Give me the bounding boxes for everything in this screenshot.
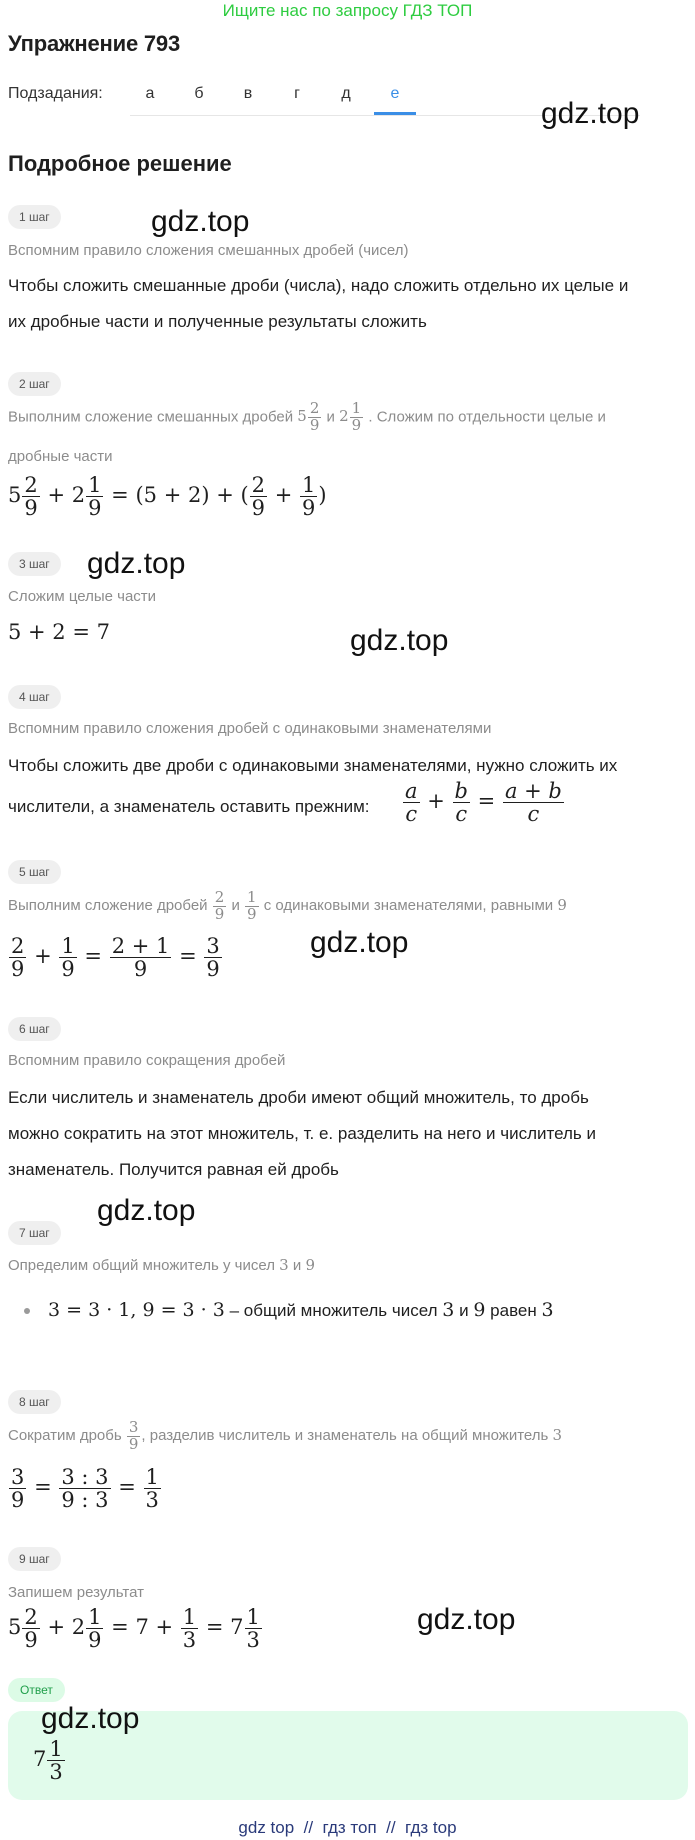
denominator: 9: [88, 496, 102, 521]
step-7-bullet: [48, 1299, 554, 1322]
fraction: [250, 474, 267, 519]
fraction: [403, 780, 420, 825]
separator: //: [386, 1818, 396, 1837]
bullet-text: равен: [490, 1301, 537, 1320]
fraction: [9, 1466, 26, 1511]
step-6-hint: Вспомним правило сокращения дробей: [8, 1052, 286, 1069]
whole: 7: [230, 1615, 244, 1640]
step-9-formula: [8, 1606, 263, 1651]
denominator: 3: [246, 1628, 260, 1653]
fraction: [245, 1606, 262, 1651]
fraction: [181, 1606, 198, 1651]
denominator: 9 : 3: [61, 1488, 109, 1513]
numerator: 2: [214, 888, 225, 906]
conjunction: и: [326, 408, 335, 426]
fraction: [86, 474, 103, 519]
watermark: gdz.top: [541, 97, 640, 130]
fraction: [86, 1606, 103, 1651]
plus: +: [274, 483, 293, 508]
step-7-hint-text: Определим общий множитель у чисел: [8, 1257, 275, 1274]
footer-link[interactable]: гдз топ: [322, 1818, 377, 1837]
step-1-text-line1: Чтобы сложить смешанные дроби (числа), надо сложить отдельно их целые и: [8, 276, 629, 295]
plus: +: [47, 483, 66, 508]
numerator: 3 : 3: [61, 1465, 109, 1489]
step-8-hint-text: , разделив числитель и знаменатель на общий множитель: [141, 1427, 549, 1445]
step-9-hint: Запишем результат: [8, 1584, 144, 1601]
tab-e[interactable]: е: [375, 85, 415, 103]
numerator: 1: [302, 473, 316, 497]
footer-link[interactable]: gdz top: [238, 1818, 295, 1837]
equals: =: [179, 944, 197, 969]
mixed-fraction: [297, 399, 322, 434]
fraction: [503, 780, 564, 825]
solution-heading: Подробное решение: [8, 151, 232, 176]
answer-value: [33, 1738, 66, 1783]
number: 3: [442, 1299, 455, 1321]
numerator: 3: [206, 934, 220, 958]
numerator: 3: [128, 1418, 139, 1436]
tab-a[interactable]: а: [145, 85, 155, 102]
subtasks-label: Подзадания:: [8, 85, 103, 102]
numerator: 1: [49, 1737, 63, 1761]
bullet-dot: [24, 1308, 30, 1314]
step-6-text-line2: можно сократить на этот множитель, т. е. разделить на него и числитель и: [8, 1124, 596, 1143]
numerator: a + b: [504, 779, 562, 803]
step-2-formula: [8, 474, 327, 519]
footer-links: [0, 1818, 695, 1838]
numerator: 1: [88, 473, 102, 497]
denominator: c: [503, 802, 564, 825]
denominator: 9: [24, 496, 38, 521]
numerator: a: [405, 779, 418, 803]
step-5-hint-text: с одинаковыми знаменателями, равными: [263, 897, 554, 915]
conjunction: и: [459, 1301, 469, 1320]
number: 3: [552, 1426, 563, 1445]
step-4-badge: 4 шаг: [8, 685, 61, 709]
denominator: 3: [49, 1760, 63, 1785]
step-4-text-line2: числители, а знаменатель оставить прежним:: [8, 797, 370, 816]
step-2-hint-text: . Сложим по отдельности целые и: [368, 408, 606, 426]
denominator: 9: [214, 904, 225, 923]
numerator: 2 + 1: [111, 934, 170, 958]
whole: 7: [33, 1747, 47, 1772]
expression: = 7 +: [111, 1615, 174, 1640]
numerator: b: [454, 779, 468, 803]
number: 9: [473, 1299, 486, 1321]
fraction: [59, 935, 76, 980]
denominator: c: [403, 802, 420, 825]
denominator: 3: [145, 1488, 159, 1513]
fraction: [300, 474, 317, 519]
denominator: 3: [182, 1628, 197, 1653]
step-4-text-line1: Чтобы сложить две дроби с одинаковыми знаменателями, нужно сложить их: [8, 756, 618, 775]
step-5-hint: [8, 890, 567, 923]
footer-link[interactable]: гдз top: [405, 1818, 457, 1837]
equals: =: [111, 483, 129, 508]
number: 9: [305, 1256, 315, 1274]
fraction: [308, 401, 322, 434]
number: 3: [541, 1299, 554, 1321]
equals: =: [205, 1615, 224, 1640]
step-2-hint: [8, 401, 606, 434]
watermark: gdz.top: [97, 1194, 196, 1227]
whole: 5: [297, 407, 307, 426]
watermark: gdz.top: [87, 547, 186, 580]
watermark: gdz.top: [151, 205, 250, 238]
numerator: 2: [24, 1605, 38, 1629]
fraction: [22, 1606, 39, 1651]
conjunction: и: [292, 1257, 302, 1274]
watermark: gdz.top: [350, 624, 449, 657]
denominator: 9: [206, 957, 220, 982]
step-3-hint: Сложим целые части: [8, 588, 157, 605]
whole: 2: [71, 1615, 86, 1640]
equals: =: [34, 1475, 52, 1500]
numerator: 1: [61, 934, 75, 958]
fraction: [213, 890, 227, 923]
denominator: 9: [351, 415, 362, 434]
step-8-hint: [8, 1420, 562, 1453]
search-banner: Ищите нас по запросу ГДЗ ТОП: [222, 1, 473, 20]
step-5-badge: 5 шаг: [8, 860, 61, 884]
step-5-formula: [8, 935, 223, 980]
denominator: 9: [11, 1488, 25, 1513]
step-8-hint-text: Сократим дробь: [8, 1427, 122, 1445]
step-3-formula: 5 + 2 = 7: [8, 620, 110, 644]
denominator: 9: [11, 957, 25, 982]
denominator: 9: [309, 415, 320, 434]
fraction: [22, 474, 39, 519]
numerator: 1: [88, 1605, 102, 1629]
tab-g[interactable]: г: [294, 85, 300, 102]
number: 3: [279, 1256, 289, 1274]
numerator: 1: [145, 1465, 159, 1489]
denominator: 9: [61, 957, 75, 982]
denominator: 9: [24, 1628, 38, 1653]
step-8-badge: 8 шаг: [8, 1390, 61, 1414]
denominator: 9: [128, 1434, 139, 1453]
fraction: [350, 401, 364, 434]
numerator: 1: [351, 399, 362, 417]
whole: 2: [71, 483, 86, 508]
fraction: [9, 935, 26, 980]
mixed-fraction: [339, 399, 364, 434]
paren: ): [318, 483, 327, 508]
step-4-hint: Вспомним правило сложения дробей с одинаковыми знаменателями: [8, 720, 492, 737]
step-2-hint-line2: дробные части: [8, 448, 113, 465]
denominator: 9: [88, 1628, 102, 1653]
expression: (5 + 2) + (: [135, 483, 249, 508]
watermark: gdz.top: [41, 1702, 140, 1735]
step-1-badge: 1 шаг: [8, 205, 61, 229]
step-3-badge: 3 шаг: [8, 552, 61, 576]
fraction: [204, 935, 221, 980]
step-8-formula: [8, 1466, 162, 1511]
fraction: [59, 1466, 110, 1511]
page-title: Упражнение 793: [8, 31, 180, 56]
numerator: 3: [11, 1465, 25, 1489]
step-4-formula: [402, 780, 565, 825]
denominator: 9: [247, 904, 257, 923]
denominator: 9: [110, 957, 172, 980]
fraction: [245, 890, 259, 923]
tab-b[interactable]: б: [194, 85, 204, 102]
tab-v[interactable]: в: [243, 85, 253, 102]
equals: =: [84, 944, 103, 969]
numerator: 2: [24, 473, 38, 497]
numerator: 1: [182, 1605, 197, 1629]
numerator: 2: [309, 399, 320, 417]
numerator: 2: [11, 934, 25, 958]
equals: =: [477, 789, 496, 814]
numerator: 2: [251, 473, 266, 497]
step-6-badge: 6 шаг: [8, 1017, 61, 1041]
numerator: 1: [246, 1605, 260, 1629]
whole: 5: [8, 483, 22, 508]
denominator: c: [453, 802, 470, 825]
step-7-badge: 7 шаг: [8, 1221, 61, 1245]
plus: +: [34, 944, 52, 969]
step-7-hint: [8, 1255, 315, 1276]
fraction: [110, 935, 172, 980]
step-6-text-line3: знаменатель. Получится равная ей дробь: [8, 1160, 339, 1179]
bullet-formula: 3 = 3 · 1, 9 = 3 · 3: [48, 1299, 225, 1321]
answer-badge: Ответ: [8, 1678, 65, 1702]
fraction: [144, 1466, 161, 1511]
plus: +: [427, 789, 445, 814]
separator: //: [303, 1818, 314, 1837]
denominator: 9: [302, 496, 316, 521]
plus: +: [47, 1615, 66, 1640]
step-2-badge: 2 шаг: [8, 372, 61, 396]
number: 9: [557, 896, 567, 915]
numerator: 1: [247, 888, 257, 906]
step-5-hint-text: Выполним сложение дробей: [8, 897, 208, 915]
step-1-text-line2: их дробные части и полученные результаты сложить: [8, 312, 427, 331]
step-9-badge: 9 шаг: [8, 1547, 61, 1571]
bullet-text: – общий множитель чисел: [229, 1301, 438, 1320]
watermark: gdz.top: [417, 1603, 516, 1636]
equals: =: [118, 1475, 136, 1500]
tab-d[interactable]: д: [341, 85, 351, 102]
step-1-hint: Вспомним правило сложения смешанных дробей (чисел): [8, 242, 409, 259]
step-2-hint-text: Выполним сложение смешанных дробей: [8, 408, 294, 426]
fraction: [453, 780, 470, 825]
fraction: [127, 1420, 141, 1453]
denominator: 9: [251, 496, 266, 521]
whole: 5: [8, 1615, 22, 1640]
step-6-text-line1: Если числитель и знаменатель дроби имеют общий множитель, то дробь: [8, 1088, 589, 1107]
fraction: [47, 1738, 64, 1783]
watermark: gdz.top: [310, 926, 409, 959]
whole: 2: [339, 407, 349, 426]
conjunction: и: [231, 897, 240, 915]
